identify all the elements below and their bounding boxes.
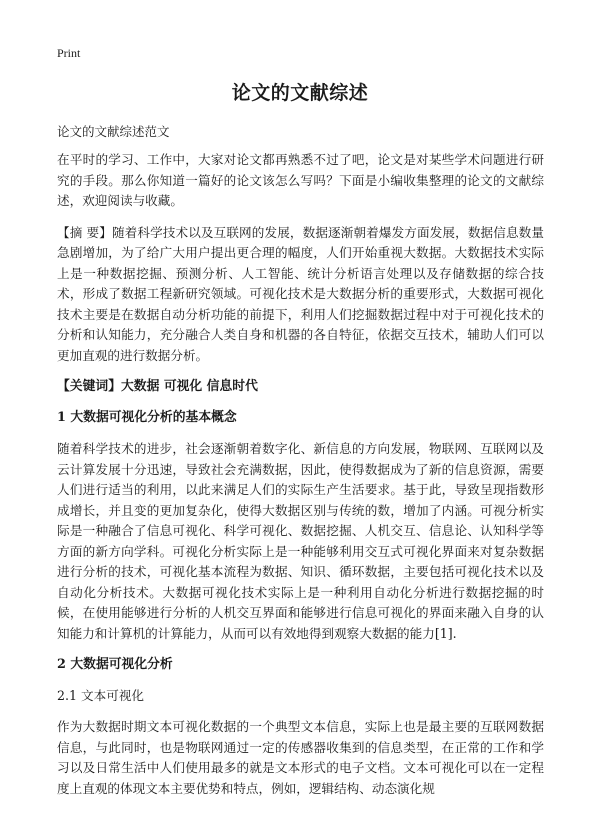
intro-paragraph: 在平时的学习、工作中，大家对论文都再熟悉不过了吧，论文是对某些学术问题进行研究的手段。那么你知道一篇好的论文该怎么写吗？下面是小编收集整理的论文的文献综述，欢迎阅读与收藏。 [57, 152, 544, 208]
article-body [57, 150, 544, 810]
section-1-heading: 1 大数据可视化分析的基本概念 [57, 410, 237, 425]
document-subtitle: 论文的文献综述范文 [57, 124, 170, 139]
section-1-body: 随着科学技术的进步，社会逐渐朝着数字化、新信息的方向发展，物联网、互联网以及云计算发展十分迅速，导致社会充满数据，因此，使得数据成为了新的信息资源，需要人们进行适当的利用，以此来满足人们的实际生产生活要求。基于此，导致呈现指数形成增长，并且变的更加复杂化，使得大数据区别与传统的数，增加了内涵。可视分析实际是一种融合了信息可视化、科学可视化、数据挖掘、人机交互、信息论、认知科学等方面的新方向学科。可视化分析实际上是一种能够利用交互式可视化界面来对复杂数据进行分析的技术，可视化基本流程为数据、知识、循环数据，主要包括可视化技术以及自动化分析技术。大数据可视化技术实际上是一种利用自动化分析进行数据挖掘的时候，在使用能够进行分析的人机交互界面和能够进行信息可视化的界面来融入自身的认知能力和计算机的计算能力，从而可以有效地得到观察大数据的能力[1]. [57, 441, 544, 641]
page-title: 论文的文献综述 [231, 82, 369, 104]
abstract-paragraph: 【摘 要】随着科学技术以及互联网的发展，数据逐渐朝着爆发方面发展，数据信息数量急剧增加，为了给广大用户提出更合理的幅度，人们开始重视大数据。大数据技术实际上是一种数据挖掘、预测分析、人工智能、统计分析语言处理以及存储数据的综合技术，形成了数据工程新研究领域。可视化技术是大数据分析的重要形式，大数据可视化技术主要是在数据自动分析功能的前提下，利用人们挖掘数据过程中对于可视化技术的分析和认知能力，充分融合人类自身和机器的各自特征，依据交互技术，辅助人们可以更加直观的进行数据分析。 [57, 224, 544, 363]
section-2-heading: 2 大数据可视化分析 [57, 657, 173, 672]
keywords-line: 【关键词】大数据 可视化 信息时代 [57, 379, 258, 394]
print-link[interactable]: Print [57, 46, 81, 60]
section-2-1-body: 作为大数据时期文本可视化数据的一个典型文本信息，实际上也是最主要的互联网数据信息，与此同时，也是物联网通过一定的传感器收集到的信息类型，在正常的工作和学习以及日常生活中人们使用最多的就是文本形式的电子文档。文本可视化可以在一定程度上直观的体现文本主要优势和特点，例如，逻辑结构、动态演化规 [57, 719, 544, 796]
section-2-1-heading: 2.1 文本可视化 [57, 688, 145, 703]
